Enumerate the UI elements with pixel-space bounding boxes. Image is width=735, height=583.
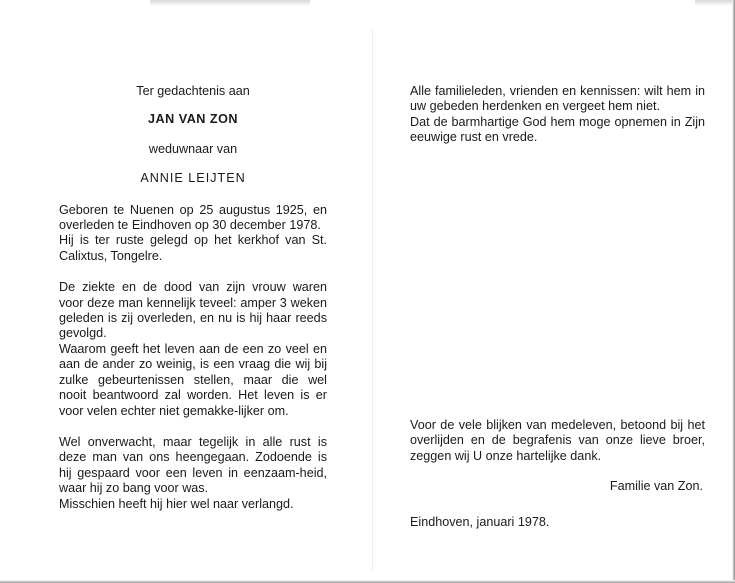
intro-line: Ter gedachtenis aan [136,84,250,98]
top-edge-smudge-right [695,0,735,6]
burial-text: Hij is ter ruste gelegd op het kerkhof van St. Calixtus, Tongelre. [59,233,327,263]
left-panel [59,84,327,512]
place-date: Eindhoven, januari 1978. [410,515,550,529]
reflection-paragraph-1: De ziekte en de dood van zijn vrouw waren voor deze man kennelijk teveel: amper 3 weken geleden is zij overleden, en nu is hij haar reeds gevolgd. [59,280,327,341]
thanks-text: Voor de vele blijken van medeleven, betoond bij het overlijden en de begrafenis van onze lieve broer, zeggen wij U onze hartelijke dank. [410,418,705,463]
thanks-section [410,418,705,495]
prayer-rest: Dat de barmhartige God hem moge opnemen in Zijn eeuwige rust en vrede. [410,114,705,145]
prayer-request: Alle familieleden, vrienden en kennissen: wilt hem in uw gebeden herdenken en vergeet hem niet. [410,84,705,114]
spouse-name: ANNIE LEIJTEN [140,171,246,186]
relation-line: weduwnaar van [148,141,238,156]
right-panel [410,84,705,146]
reflection-paragraph-4: Misschien heeft hij hier wel naar verlangd. [59,496,294,511]
birth-death-text: Geboren te Nuenen op 25 augustus 1925, en overleden te Eindhoven op 30 december 1978. [59,202,327,233]
reflection-paragraph-3: Wel onverwacht, maar tegelijk in alle rust is deze man van ons heengegaan. Zodoende is hij gespaard voor een leven in eenzaam-heid, waar hij zo bang voor was. [59,434,327,496]
deceased-name: JAN VAN ZON [148,112,238,127]
reflection-paragraph-2: Waarom geeft het leven aan de een zo veel en aan de ander zo weinig, is een vraag die wij bij zulke gebeurtenissen stellen, maar die wel nooit beantwoord zal worden. Het leven is er voor velen echter niet gemakke-lijker om. [59,341,327,418]
center-fold [372,30,373,570]
top-edge-smudge [150,0,310,6]
family-signature: Familie van Zon. [609,479,703,494]
